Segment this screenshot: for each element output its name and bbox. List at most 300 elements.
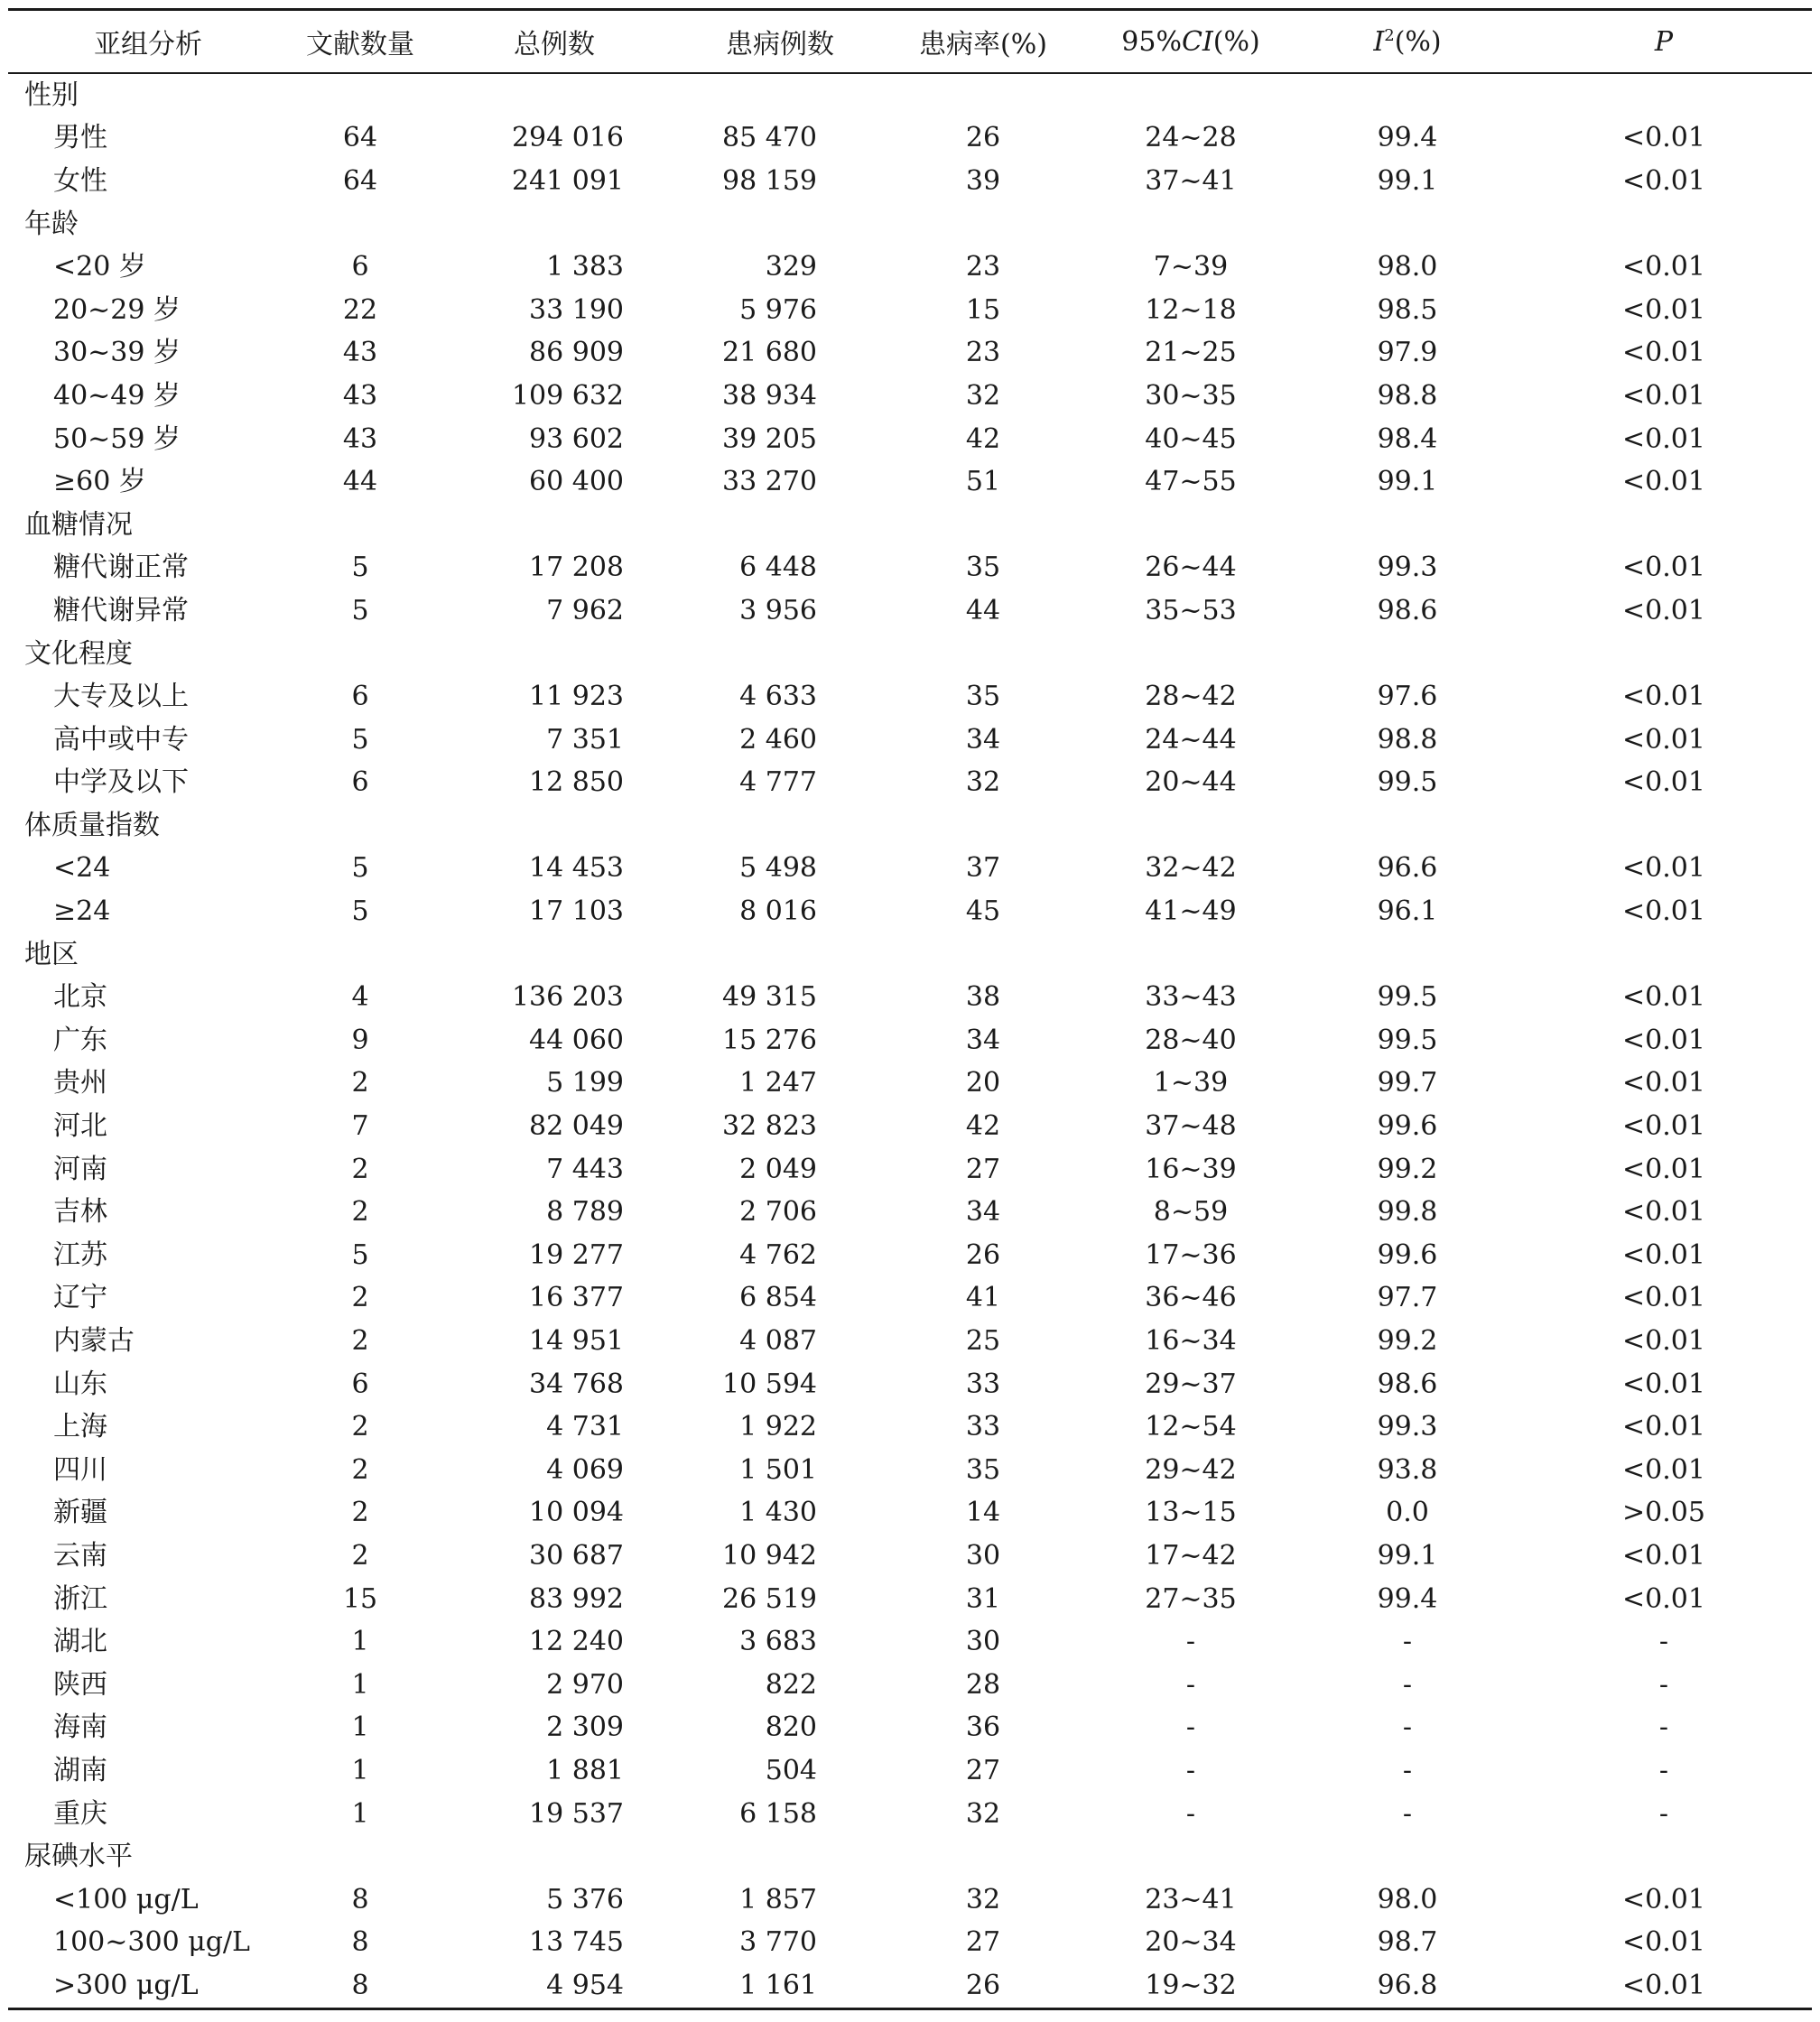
table-row: [8, 1105, 1812, 1148]
disease-cases-cell: 2 460: [739, 723, 817, 756]
table-row: [8, 332, 1812, 376]
subgroup-cell: 糖代谢正常: [53, 552, 189, 584]
subgroup-cell: 河北: [53, 1110, 107, 1143]
ci-cell: 8~59: [1153, 1196, 1229, 1229]
group-header-row: [8, 504, 1812, 547]
ci-cell: -: [1185, 1797, 1196, 1830]
study-count-cell: 43: [342, 422, 378, 455]
study-count-cell: 6: [351, 251, 369, 283]
subgroup-cell: 湖北: [53, 1626, 107, 1658]
i2-cell: 99.6: [1377, 1110, 1438, 1143]
p-value-cell: <0.01: [1622, 1453, 1705, 1486]
total-cases-cell: 12 850: [529, 766, 624, 799]
p-value-cell: >0.05: [1622, 1497, 1705, 1529]
table-row: [8, 1277, 1812, 1321]
i2-cell: 99.2: [1377, 1325, 1438, 1358]
disease-cases-cell: 2 049: [739, 1153, 817, 1185]
disease-cases-cell: 2 706: [739, 1196, 817, 1229]
p-value-cell: <0.01: [1622, 1325, 1705, 1358]
study-count-cell: 2: [351, 1282, 369, 1314]
total-cases-cell: 2 309: [546, 1711, 624, 1744]
subgroup-cell: 高中或中专: [53, 723, 189, 756]
subgroup-cell: 陕西: [53, 1668, 107, 1701]
total-cases-cell: 1 881: [546, 1754, 624, 1786]
study-count-cell: 2: [351, 1453, 369, 1486]
p-value-cell: -: [1658, 1754, 1669, 1786]
table-row: [8, 719, 1812, 762]
prevalence-cell: 30: [965, 1539, 1001, 1572]
p-value-cell: <0.01: [1622, 981, 1705, 1014]
disease-cases-cell: 98 159: [722, 164, 817, 197]
p-value-cell: <0.01: [1622, 1883, 1705, 1915]
study-count-cell: 7: [351, 1110, 369, 1143]
subgroup-cell: 四川: [53, 1453, 107, 1486]
ci-cell: 16~34: [1145, 1325, 1237, 1358]
total-cases-cell: 5 199: [546, 1067, 624, 1099]
p-value-cell: <0.01: [1622, 1368, 1705, 1400]
table-row: [8, 848, 1812, 891]
prevalence-cell: 39: [965, 164, 1001, 197]
table-row: [8, 1793, 1812, 1836]
subgroup-cell: 女性: [53, 164, 107, 197]
total-cases-cell: 136 203: [511, 981, 624, 1014]
subgroup-cell: 江苏: [53, 1238, 107, 1271]
disease-cases-cell: 49 315: [722, 981, 817, 1014]
ci-cell: 37~41: [1145, 164, 1237, 197]
disease-cases-cell: 5 498: [739, 852, 817, 885]
p-value-cell: -: [1658, 1668, 1669, 1701]
disease-cases-cell: 3 770: [739, 1926, 817, 1959]
p-value-cell: <0.01: [1622, 723, 1705, 756]
group-header-row: [8, 1835, 1812, 1878]
i2-cell: 98.4: [1377, 422, 1438, 455]
ci-cell: 29~42: [1145, 1453, 1237, 1486]
subgroup-cell: 海南: [53, 1711, 107, 1744]
p-value-cell: <0.01: [1622, 122, 1705, 154]
subgroup-cell: 糖代谢异常: [53, 594, 189, 626]
total-cases-cell: 4 731: [546, 1411, 624, 1443]
table-body: [8, 73, 1812, 2008]
study-count-cell: 1: [351, 1754, 369, 1786]
study-count-cell: 5: [351, 895, 369, 928]
i2-cell: 96.1: [1377, 895, 1438, 928]
disease-cases-cell: 39 205: [722, 422, 817, 455]
table-row: [8, 160, 1812, 203]
disease-cases-cell: 1 430: [739, 1497, 817, 1529]
table-row: [8, 1922, 1812, 1965]
p-value-cell: <0.01: [1622, 1926, 1705, 1959]
study-count-cell: 5: [351, 594, 369, 626]
group-label: 体质量指数: [24, 809, 160, 841]
subgroup-cell: 50~59 岁: [53, 422, 181, 455]
total-cases-cell: 109 632: [511, 379, 624, 412]
subgroup-cell: 40~49 岁: [53, 379, 181, 412]
ci-cell: 24~44: [1145, 723, 1237, 756]
i2-cell: 99.5: [1377, 981, 1438, 1014]
group-header-row: [8, 203, 1812, 246]
ci-cell: 1~39: [1153, 1067, 1229, 1099]
study-count-cell: 2: [351, 1067, 369, 1099]
disease-cases-cell: 822: [765, 1668, 817, 1701]
ci-cell: 27~35: [1145, 1582, 1237, 1615]
i2-cell: -: [1402, 1754, 1413, 1786]
i2-cell: 98.6: [1377, 594, 1438, 626]
ci-cell: 26~44: [1145, 552, 1237, 584]
study-count-cell: 15: [342, 1582, 378, 1615]
subgroup-cell: 贵州: [53, 1067, 107, 1099]
total-cases-cell: 12 240: [529, 1626, 624, 1658]
prevalence-cell: 27: [965, 1153, 1001, 1185]
p-value-cell: <0.01: [1622, 1582, 1705, 1615]
study-count-cell: 6: [351, 681, 369, 713]
p-value-cell: <0.01: [1622, 1110, 1705, 1143]
prevalence-cell: 33: [965, 1368, 1001, 1400]
prevalence-cell: 42: [965, 1110, 1001, 1143]
total-cases-cell: 7 443: [546, 1153, 624, 1185]
disease-cases-cell: 329: [765, 251, 817, 283]
p-value-cell: <0.01: [1622, 681, 1705, 713]
total-cases-cell: 4 069: [546, 1453, 624, 1486]
total-cases-cell: 14 951: [529, 1325, 624, 1358]
prevalence-cell: 42: [965, 422, 1001, 455]
table-row: [8, 460, 1812, 504]
prevalence-cell: 23: [965, 251, 1001, 283]
total-cases-cell: 241 091: [511, 164, 624, 197]
subgroup-analysis-table-container: [8, 8, 1812, 2010]
i2-cell: 99.3: [1377, 1411, 1438, 1443]
group-label: 血糖情况: [24, 508, 133, 541]
p-value-cell: <0.01: [1622, 1024, 1705, 1056]
prevalence-cell: 32: [965, 379, 1001, 412]
table-row: [8, 1019, 1812, 1062]
table-row: [8, 1148, 1812, 1192]
total-cases-cell: 7 962: [546, 594, 624, 626]
ci-cell: 12~18: [1145, 293, 1237, 326]
study-count-cell: 1: [351, 1711, 369, 1744]
ci-cell: 47~55: [1145, 466, 1237, 498]
ci-cell: 16~39: [1145, 1153, 1237, 1185]
p-value-cell: <0.01: [1622, 251, 1705, 283]
total-cases-cell: 60 400: [529, 466, 624, 498]
p-value-cell: <0.01: [1622, 1539, 1705, 1572]
disease-cases-cell: 15 276: [722, 1024, 817, 1056]
subgroup-cell: 30~39 岁: [53, 337, 181, 369]
disease-cases-cell: 4 087: [739, 1325, 817, 1358]
prevalence-cell: 44: [965, 594, 1001, 626]
prevalence-cell: 35: [965, 681, 1001, 713]
disease-cases-cell: 1 857: [739, 1883, 817, 1915]
disease-cases-cell: 820: [765, 1711, 817, 1744]
i2-cell: 99.7: [1377, 1067, 1438, 1099]
ci-cell: -: [1185, 1711, 1196, 1744]
i2-cell: 96.8: [1377, 1969, 1438, 2001]
ci-cell: 36~46: [1145, 1282, 1237, 1314]
table-row: [8, 547, 1812, 590]
ci-cell: 33~43: [1145, 981, 1237, 1014]
total-cases-cell: 44 060: [529, 1024, 624, 1056]
table-row: [8, 1492, 1812, 1535]
study-count-cell: 2: [351, 1196, 369, 1229]
p-value-cell: <0.01: [1622, 895, 1705, 928]
i2-cell: 99.4: [1377, 1582, 1438, 1615]
study-count-cell: 1: [351, 1626, 369, 1658]
subgroup-cell: 100~300 μg/L: [53, 1926, 250, 1959]
i2-cell: 98.0: [1377, 251, 1438, 283]
prevalence-cell: 25: [965, 1325, 1001, 1358]
study-count-cell: 8: [351, 1926, 369, 1959]
i2-cell: 97.6: [1377, 681, 1438, 713]
ci-cell: -: [1185, 1626, 1196, 1658]
i2-cell: 99.8: [1377, 1196, 1438, 1229]
ci-cell: 20~44: [1145, 766, 1237, 799]
disease-cases-cell: 26 519: [722, 1582, 817, 1615]
subgroup-cell: 20~29 岁: [53, 293, 181, 326]
total-cases-cell: 8 789: [546, 1196, 624, 1229]
subgroup-cell: 北京: [53, 981, 107, 1014]
p-value-cell: <0.01: [1622, 293, 1705, 326]
total-cases-cell: 13 745: [529, 1926, 624, 1959]
i2-cell: 96.6: [1377, 852, 1438, 885]
subgroup-cell: 河南: [53, 1153, 107, 1185]
prevalence-cell: 14: [965, 1497, 1001, 1529]
i2-cell: -: [1402, 1626, 1413, 1658]
prevalence-cell: 41: [965, 1282, 1001, 1314]
ci-cell: -: [1185, 1754, 1196, 1786]
i2-cell: -: [1402, 1797, 1413, 1830]
group-label: 年龄: [24, 208, 79, 240]
table-row: [8, 375, 1812, 418]
ci-cell: 23~41: [1145, 1883, 1237, 1915]
ci-cell: 28~40: [1145, 1024, 1237, 1056]
subgroup-cell: 辽宁: [53, 1282, 107, 1314]
prevalence-cell: 31: [965, 1582, 1001, 1615]
study-count-cell: 64: [342, 122, 378, 154]
table-row: [8, 675, 1812, 719]
i2-cell: 98.8: [1377, 379, 1438, 412]
header-i2: $I^2(\%)$: [1299, 11, 1516, 73]
disease-cases-cell: 4 777: [739, 766, 817, 799]
p-value-cell: <0.01: [1622, 422, 1705, 455]
total-cases-cell: 86 909: [529, 337, 624, 369]
group-header-row: [8, 804, 1812, 848]
table-row: [8, 1664, 1812, 1707]
p-value-cell: <0.01: [1622, 379, 1705, 412]
ci-cell: 35~53: [1145, 594, 1237, 626]
table-row: [8, 1363, 1812, 1406]
disease-cases-cell: 1 161: [739, 1969, 817, 2001]
total-cases-cell: 2 970: [546, 1668, 624, 1701]
i2-cell: -: [1402, 1668, 1413, 1701]
table-row: [8, 589, 1812, 633]
ci-cell: 13~15: [1145, 1497, 1237, 1529]
p-value-cell: <0.01: [1622, 1153, 1705, 1185]
i2-cell: 98.0: [1377, 1883, 1438, 1915]
prevalence-cell: 32: [965, 1883, 1001, 1915]
subgroup-cell: <20 岁: [53, 251, 146, 283]
table-row: [8, 1707, 1812, 1750]
study-count-cell: 1: [351, 1668, 369, 1701]
table-row: [8, 1449, 1812, 1492]
disease-cases-cell: 32 823: [722, 1110, 817, 1143]
prevalence-cell: 36: [965, 1711, 1001, 1744]
prevalence-cell: 51: [965, 466, 1001, 498]
prevalence-cell: 15: [965, 293, 1001, 326]
study-count-cell: 2: [351, 1325, 369, 1358]
i2-cell: 99.4: [1377, 122, 1438, 154]
study-count-cell: 2: [351, 1411, 369, 1443]
header-study-count: 文献数量: [288, 11, 432, 73]
i2-cell: 93.8: [1377, 1453, 1438, 1486]
table-row: [8, 1320, 1812, 1363]
total-cases-cell: 19 277: [529, 1238, 624, 1271]
ci-cell: 28~42: [1145, 681, 1237, 713]
i2-cell: 99.1: [1377, 164, 1438, 197]
disease-cases-cell: 8 016: [739, 895, 817, 928]
group-label: 性别: [24, 79, 79, 111]
subgroup-cell: ≥60 岁: [53, 466, 146, 498]
ci-cell: 19~32: [1145, 1969, 1237, 2001]
study-count-cell: 64: [342, 164, 378, 197]
table-row: [8, 1535, 1812, 1578]
disease-cases-cell: 3 956: [739, 594, 817, 626]
table-row: [8, 976, 1812, 1019]
p-value-cell: <0.01: [1622, 552, 1705, 584]
table-row: [8, 1234, 1812, 1277]
p-value-cell: <0.01: [1622, 852, 1705, 885]
subgroup-cell: 云南: [53, 1539, 107, 1572]
disease-cases-cell: 6 448: [739, 552, 817, 584]
i2-cell: 98.6: [1377, 1368, 1438, 1400]
p-value-cell: -: [1658, 1797, 1669, 1830]
total-cases-cell: 1 383: [546, 251, 624, 283]
i2-cell: 98.5: [1377, 293, 1438, 326]
total-cases-cell: 33 190: [529, 293, 624, 326]
table-row: [8, 890, 1812, 933]
ci-cell: 17~36: [1145, 1238, 1237, 1271]
disease-cases-cell: 5 976: [739, 293, 817, 326]
table-row: [8, 1062, 1812, 1106]
subgroup-cell: 新疆: [53, 1497, 107, 1529]
prevalence-cell: 34: [965, 1196, 1001, 1229]
prevalence-cell: 30: [965, 1626, 1001, 1658]
group-header-row: [8, 73, 1812, 117]
study-count-cell: 2: [351, 1539, 369, 1572]
prevalence-cell: 33: [965, 1411, 1001, 1443]
study-count-cell: 5: [351, 552, 369, 584]
ci-cell: 12~54: [1145, 1411, 1237, 1443]
prevalence-cell: 32: [965, 766, 1001, 799]
study-count-cell: 4: [351, 981, 369, 1014]
prevalence-cell: 34: [965, 1024, 1001, 1056]
p-value-cell: <0.01: [1622, 1411, 1705, 1443]
subgroup-cell: 上海: [53, 1411, 107, 1443]
ci-cell: 41~49: [1145, 895, 1237, 928]
ci-cell: 20~34: [1145, 1926, 1237, 1959]
study-count-cell: 43: [342, 379, 378, 412]
total-cases-cell: 34 768: [529, 1368, 624, 1400]
total-cases-cell: 17 103: [529, 895, 624, 928]
subgroup-cell: 山东: [53, 1368, 107, 1400]
table-row: [8, 1878, 1812, 1922]
study-count-cell: 22: [342, 293, 378, 326]
prevalence-cell: 35: [965, 552, 1001, 584]
i2-cell: 97.9: [1377, 337, 1438, 369]
p-value-cell: <0.01: [1622, 1067, 1705, 1099]
p-value-cell: <0.01: [1622, 337, 1705, 369]
group-label: 地区: [24, 938, 79, 970]
group-header-row: [8, 933, 1812, 977]
i2-cell: 99.1: [1377, 1539, 1438, 1572]
disease-cases-cell: 1 501: [739, 1453, 817, 1486]
i2-cell: 99.5: [1377, 766, 1438, 799]
ci-cell: 37~48: [1145, 1110, 1237, 1143]
subgroup-cell: 吉林: [53, 1196, 107, 1229]
total-cases-cell: 82 049: [529, 1110, 624, 1143]
table-row: [8, 1191, 1812, 1234]
study-count-cell: 1: [351, 1797, 369, 1830]
subgroup-cell: 浙江: [53, 1582, 107, 1615]
subgroup-analysis-table: [8, 11, 1812, 2008]
study-count-cell: 43: [342, 337, 378, 369]
table-row: [8, 1620, 1812, 1664]
total-cases-cell: 17 208: [529, 552, 624, 584]
prevalence-cell: 26: [965, 122, 1001, 154]
study-count-cell: 5: [351, 1238, 369, 1271]
ci-cell: 7~39: [1153, 251, 1229, 283]
prevalence-cell: 27: [965, 1754, 1001, 1786]
prevalence-cell: 23: [965, 337, 1001, 369]
study-count-cell: 44: [342, 466, 378, 498]
subgroup-cell: <24: [53, 852, 111, 885]
prevalence-cell: 38: [965, 981, 1001, 1014]
disease-cases-cell: 4 633: [739, 681, 817, 713]
p-value-cell: <0.01: [1622, 594, 1705, 626]
disease-cases-cell: 6 854: [739, 1282, 817, 1314]
ci-cell: 17~42: [1145, 1539, 1237, 1572]
table-row: [8, 762, 1812, 805]
i2-cell: 99.6: [1377, 1238, 1438, 1271]
prevalence-cell: 37: [965, 852, 1001, 885]
p-value-cell: <0.01: [1622, 766, 1705, 799]
p-value-cell: <0.01: [1622, 1282, 1705, 1314]
subgroup-cell: ≥24: [53, 895, 111, 928]
prevalence-cell: 26: [965, 1969, 1001, 2001]
disease-cases-cell: 1 922: [739, 1411, 817, 1443]
total-cases-cell: 5 376: [546, 1883, 624, 1915]
disease-cases-cell: 38 934: [722, 379, 817, 412]
study-count-cell: 5: [351, 852, 369, 885]
ci-cell: 40~45: [1145, 422, 1237, 455]
total-cases-cell: 83 992: [529, 1582, 624, 1615]
prevalence-cell: 34: [965, 723, 1001, 756]
study-count-cell: 2: [351, 1153, 369, 1185]
prevalence-cell: 20: [965, 1067, 1001, 1099]
ci-cell: 30~35: [1145, 379, 1237, 412]
header-total-cases: 总例数: [432, 11, 676, 73]
total-cases-cell: 10 094: [529, 1497, 624, 1529]
i2-cell: 98.7: [1377, 1926, 1438, 1959]
subgroup-cell: 内蒙古: [53, 1325, 135, 1358]
study-count-cell: 6: [351, 1368, 369, 1400]
p-value-cell: -: [1658, 1711, 1669, 1744]
prevalence-cell: 28: [965, 1668, 1001, 1701]
i2-cell: 99.1: [1377, 466, 1438, 498]
subgroup-cell: 重庆: [53, 1797, 107, 1830]
total-cases-cell: 16 377: [529, 1282, 624, 1314]
disease-cases-cell: 21 680: [722, 337, 817, 369]
prevalence-cell: 27: [965, 1926, 1001, 1959]
study-count-cell: 8: [351, 1969, 369, 2001]
